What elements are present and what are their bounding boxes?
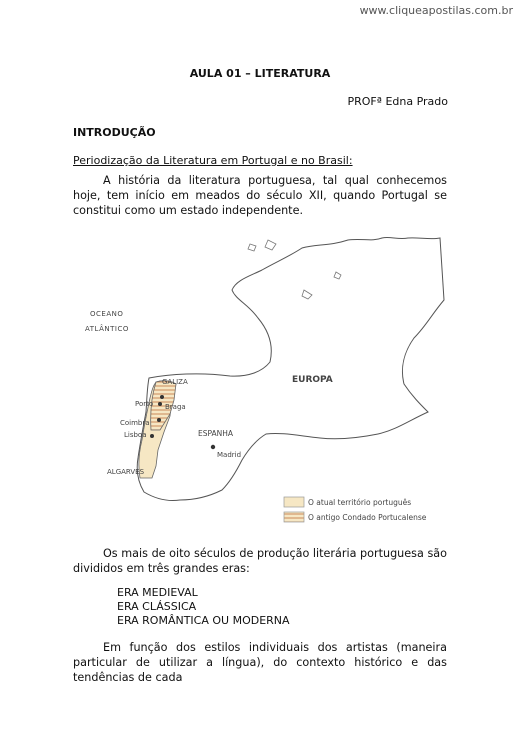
europe-coastline xyxy=(137,237,444,500)
island xyxy=(248,244,256,251)
page-title: AULA 01 – LITERATURA xyxy=(189,67,331,80)
site-url: www.cliqueapostilas.com.br xyxy=(359,4,513,17)
porto-label: Porto xyxy=(135,400,154,408)
madrid-label: Madrid xyxy=(217,451,242,459)
era-item: ERA CLÁSSICA xyxy=(117,600,197,613)
ocean-label-2: ATLÂNTICO xyxy=(85,325,129,333)
era-item: ERA MEDIEVAL xyxy=(117,586,198,599)
espanha-label: ESPANHA xyxy=(198,429,234,438)
intro-paragraph: A história da literatura portuguesa, tal qual conhecemos hoje, tem início em meados do século XII, quando Portugal se constitui como um estado independente. xyxy=(73,174,447,217)
legend-label-old: O antigo Condado Portucalense xyxy=(308,513,427,522)
legend-label-current: O atual território português xyxy=(308,498,412,507)
galiza-label: GALIZA xyxy=(162,378,188,386)
eras-intro-paragraph: Os mais de oito séculos de produção literária portuguesa são divididos em três grandes eras: xyxy=(73,547,447,575)
legend-swatch-current xyxy=(284,497,304,507)
coimbra-label: Coimbra xyxy=(120,419,150,427)
island xyxy=(265,240,276,250)
algarves-label: ALGARVES xyxy=(107,468,145,476)
porto-dot xyxy=(158,402,162,406)
eras-list xyxy=(117,586,290,628)
section-heading: INTRODUÇÃO xyxy=(73,126,156,139)
europa-label: EUROPA xyxy=(292,375,333,385)
lisboa-dot xyxy=(150,434,154,438)
madrid-dot xyxy=(211,445,215,449)
braga-dot xyxy=(160,395,164,399)
lisboa-label: Lisboa xyxy=(124,431,147,439)
braga-label: Braga xyxy=(165,403,186,411)
styles-paragraph: Em função dos estilos individuais dos artistas (maneira particular de utilizar a língua), do contexto histórico e das tendências de cada xyxy=(73,641,447,684)
legend-swatch-old xyxy=(284,512,304,522)
section-subheading: Periodização da Literatura em Portugal e no Brasil: xyxy=(73,154,353,167)
ocean-label-1: OCEANO xyxy=(90,310,124,318)
professor-name: PROFª Edna Prado xyxy=(347,95,448,108)
era-item: ERA ROMÂNTICA OU MODERNA xyxy=(117,614,290,627)
coimbra-dot xyxy=(157,418,161,422)
